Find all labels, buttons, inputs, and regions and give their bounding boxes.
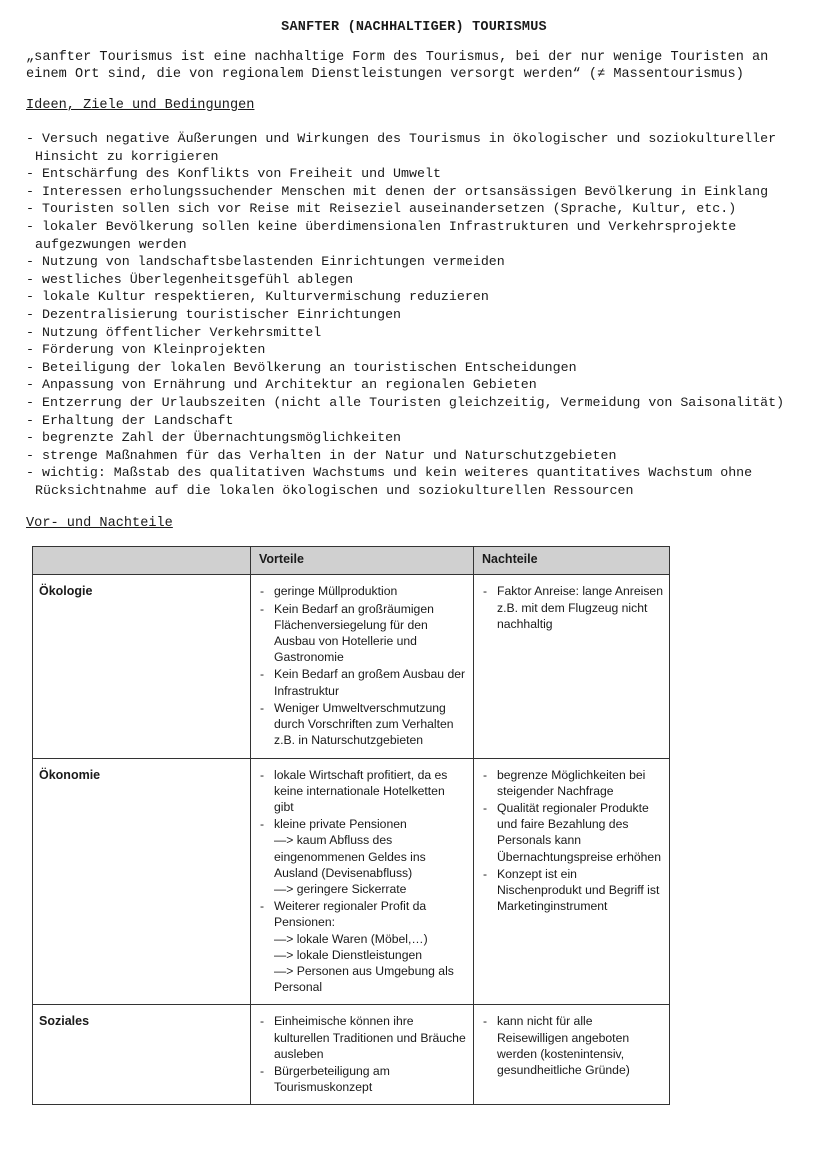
idea-item: - Entzerrung der Urlaubszeiten (nicht alle Touristen gleichzeitig, Vermeidung von Saisonalität)	[26, 394, 785, 410]
idea-item: - wichtig: Maßstab des qualitativen Wachstums und kein weiteres quantitatives Wachstum ohne Rücksichtnahme auf die lokalen ökologischen und soziokulturellen Ressourcen	[26, 465, 753, 498]
table-row	[33, 758, 670, 1005]
cons-cell	[474, 758, 670, 1005]
cell-bullet-item	[480, 800, 663, 865]
pros-cell	[251, 758, 474, 1005]
page-title: SANFTER (NACHHALTIGER) TOURISMUS	[281, 20, 547, 35]
cell-bullet-line: —> kaum Abfluss des eingenommenen Geldes ins Ausland (Devisenabfluss)	[274, 833, 426, 880]
cons-cell	[474, 1005, 670, 1105]
cell-bullet-item	[257, 666, 467, 698]
cell-bullet-line: - Einheimische können ihre kulturellen Traditionen und Bräuche ausleben	[274, 1014, 466, 1061]
cell-bullet-list	[480, 583, 663, 632]
idea-item: - Entschärfung des Konflikts von Freiheit und Umwelt	[26, 166, 441, 182]
idea-item: - Versuch negative Äußerungen und Wirkungen des Tourismus in ökologischer und soziokultureller Hinsicht zu korrigieren	[26, 131, 777, 164]
intro-definition: „sanfter Tourismus ist eine nachhaltige Form des Tourismus, bei der nur wenige Touristen an einem Ort sind, die von regionalem Dienstleistungen versorgt werden“ (≠ Massentourismus)	[26, 50, 769, 82]
idea-item: - Interessen erholungssuchender Menschen mit denen der ortsansässigen Bevölkerung in Einklang	[26, 183, 769, 199]
row-category-label: Soziales	[33, 1005, 251, 1105]
idea-item: - begrenzte Zahl der Übernachtungsmöglichkeiten	[26, 430, 402, 446]
table-row	[33, 1005, 670, 1105]
cell-bullet-line: —> lokale Waren (Möbel,…)	[274, 931, 428, 946]
cell-bullet-line: - geringe Müllproduktion	[274, 584, 398, 599]
cell-bullet-item	[257, 898, 467, 995]
cell-bullet-line: - Bürgerbeteiligung am Tourismuskonzept	[274, 1063, 390, 1095]
row-category-label: Ökonomie	[33, 758, 251, 1005]
idea-item: - Förderung von Kleinprojekten	[26, 342, 266, 358]
cell-bullet-line: - Kein Bedarf an großräumigen Flächenversiegelung für den Ausbau von Hotellerie und Gastronomie	[274, 601, 434, 665]
cell-bullet-list	[257, 583, 467, 748]
cell-bullet-list	[480, 1013, 663, 1078]
cell-bullet-line: —> lokale Dienstleistungen	[274, 947, 423, 962]
cell-bullet-line: - Konzept ist ein Nischenprodukt und Begriff ist Marketinginstrument	[497, 866, 660, 914]
table-header-row	[33, 547, 670, 575]
pros-cons-table	[32, 546, 670, 1105]
idea-item: - strenge Maßnahmen für das Verhalten in der Natur und Naturschutzgebieten	[26, 447, 617, 463]
cell-bullet-list	[480, 767, 663, 915]
cell-bullet-item	[257, 1013, 467, 1062]
cell-bullet-line: —> geringere Sickerrate	[274, 881, 407, 896]
idea-item: - lokaler Bevölkerung sollen keine überdimensionalen Infrastrukturen und Verkehrsprojekte aufgezwungen werden	[26, 218, 737, 252]
cell-bullet-list	[257, 1013, 467, 1095]
ideas-heading: Ideen, Ziele und Bedingungen	[26, 98, 255, 113]
cell-bullet-item	[480, 1013, 663, 1078]
idea-item: - Anpassung von Ernährung und Architektur an regionalen Gebieten	[26, 377, 537, 393]
cell-bullet-item	[480, 583, 663, 632]
cell-bullet-line: - lokale Wirtschaft profitiert, da es keine internationale Hotelketten gibt	[274, 767, 448, 814]
cell-bullet-item	[257, 583, 467, 599]
cell-bullet-item	[257, 601, 467, 666]
table-row	[33, 575, 670, 758]
cell-bullet-item	[257, 700, 467, 749]
cons-cell	[474, 575, 670, 758]
cell-bullet-line: - Qualität regionaler Produkte und faire Bezahlung des Personals kann Übernachtungspreise erhöhen	[497, 800, 661, 864]
idea-item: - Erhaltung der Landschaft	[26, 412, 234, 428]
pros-cell	[251, 1005, 474, 1105]
cell-bullet-line: - Faktor Anreise: lange Anreisen z.B. mit dem Flugzeug nicht nachhaltig	[497, 584, 663, 631]
cell-bullet-line: - Weniger Umweltverschmutzung durch Vorschriften zum Verhalten z.B. in Naturschutzgebieten	[274, 700, 454, 748]
idea-item: - westliches Überlegenheitsgefühl ablegen	[26, 271, 354, 287]
cell-bullet-list	[257, 767, 467, 996]
idea-item: - Nutzung öffentlicher Verkehrsmittel	[26, 324, 322, 340]
cell-bullet-line: - Kein Bedarf an großem Ausbau der Infrastruktur	[274, 667, 466, 698]
cell-bullet-item	[257, 816, 467, 897]
idea-item: - Dezentralisierung touristischer Einrichtungen	[26, 306, 402, 322]
table-header-pros: Vorteile	[251, 547, 474, 575]
cell-bullet-line: - kann nicht für alle Reisewilligen angeboten werden (kostenintensiv, gesundheitliche Gründe)	[497, 1014, 630, 1077]
table-header-empty	[33, 547, 251, 575]
idea-item: - Nutzung von landschaftsbelastenden Einrichtungen vermeiden	[26, 254, 505, 270]
cell-bullet-item	[257, 767, 467, 816]
cell-bullet-item	[480, 866, 663, 915]
cell-bullet-item	[480, 767, 663, 799]
cell-bullet-line: - kleine private Pensionen	[274, 817, 407, 832]
table-body	[33, 575, 670, 1105]
idea-item: - Beteiligung der lokalen Bevölkerung an touristischen Entscheidungen	[26, 359, 577, 375]
table-header-cons: Nachteile	[474, 547, 670, 575]
pros-cons-heading: Vor- und Nachteile	[26, 516, 173, 532]
pros-cell	[251, 575, 474, 758]
cell-bullet-item	[257, 1063, 467, 1095]
idea-item: - Touristen sollen sich vor Reise mit Reiseziel auseinandersetzen (Sprache, Kultur, etc.)	[26, 201, 737, 217]
row-category-label: Ökologie	[33, 575, 251, 758]
cell-bullet-line: - begrenze Möglichkeiten bei steigender Nachfrage	[497, 767, 646, 798]
ideas-list	[26, 130, 802, 499]
cell-bullet-line: —> Personen aus Umgebung als Personal	[274, 963, 454, 995]
cell-bullet-line: - Weiterer regionaler Profit da Pensionen:	[274, 899, 427, 930]
idea-item: - lokale Kultur respektieren, Kulturvermischung reduzieren	[26, 289, 489, 305]
